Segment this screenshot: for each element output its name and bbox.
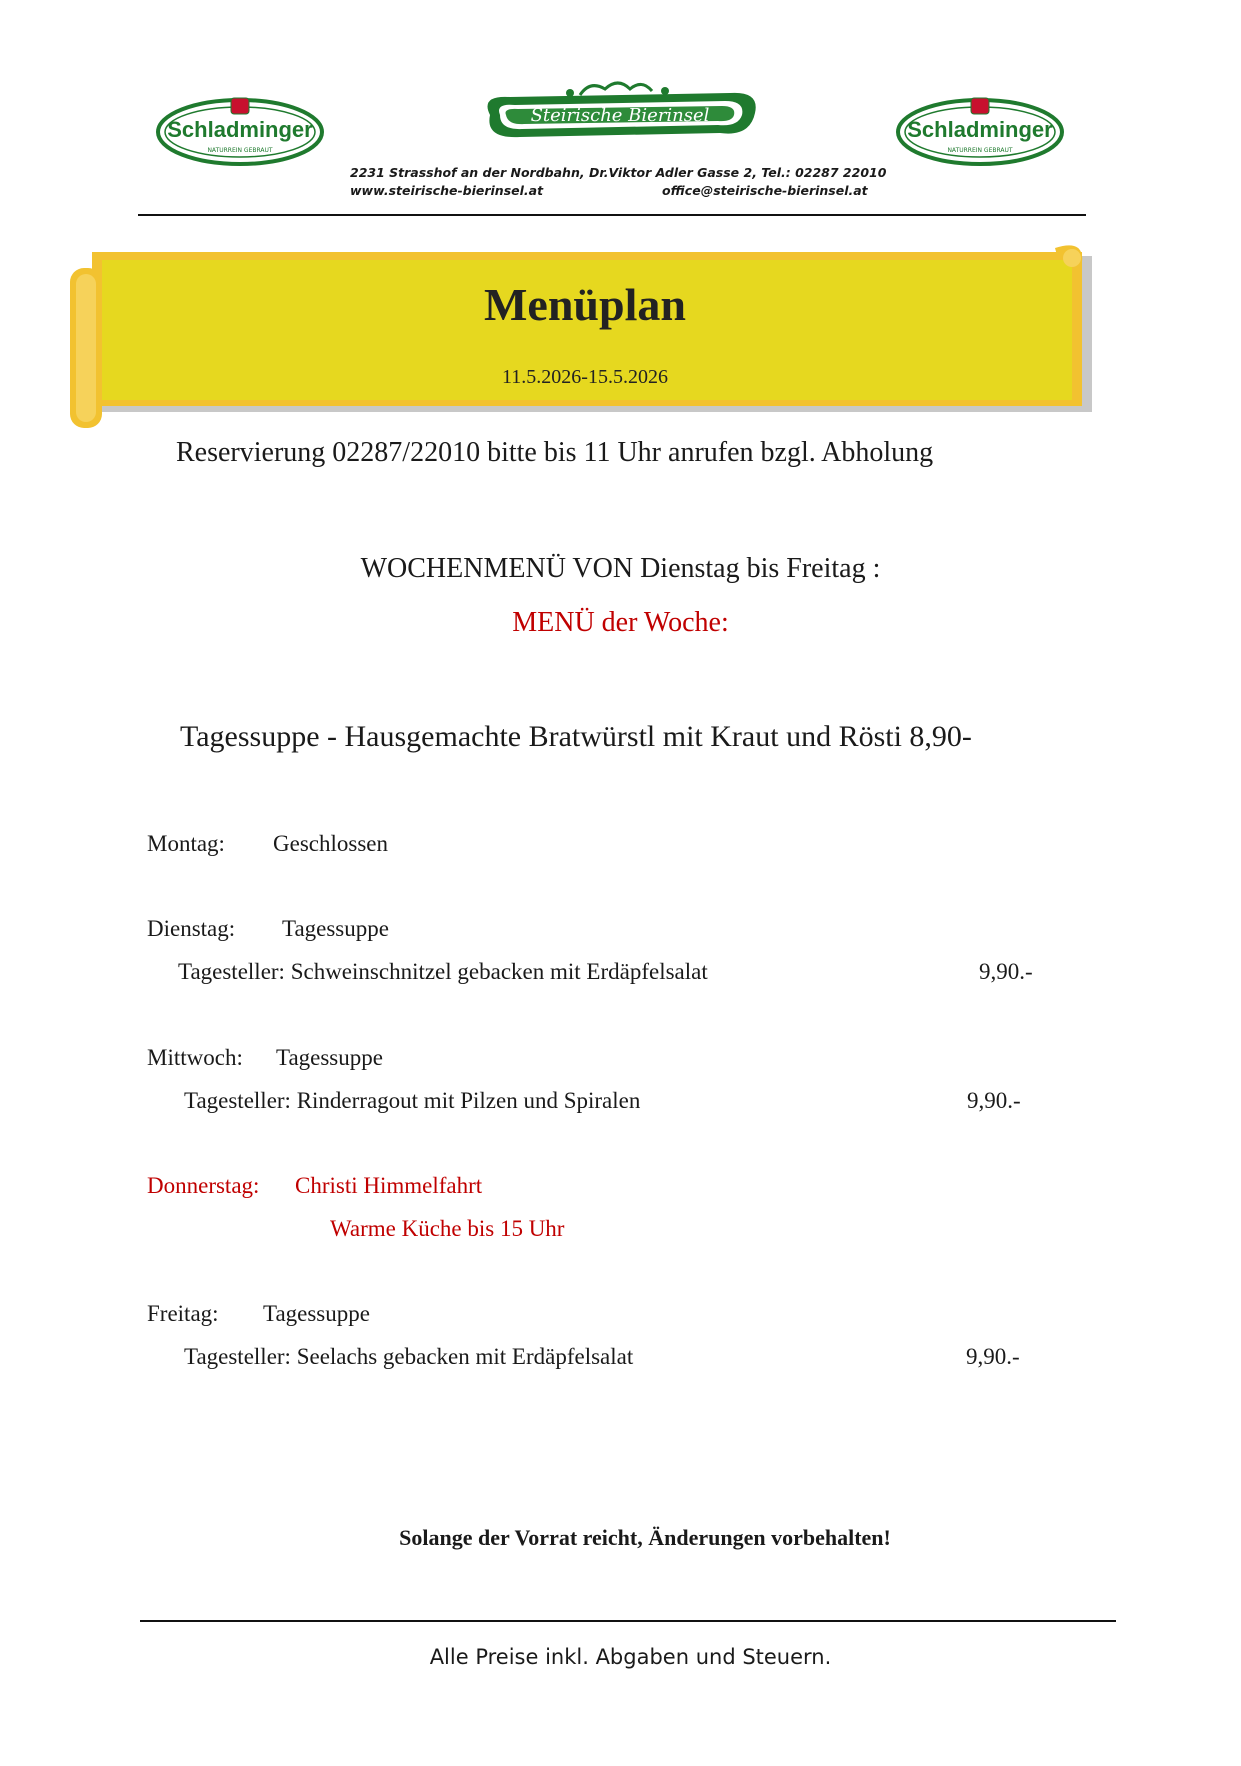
weekly-menu-item: Tagessuppe - Hausgemachte Bratwürstl mit Kraut und Rösti 8,90- (180, 720, 972, 753)
friday-label: Freitag: (147, 1301, 219, 1326)
wednesday-price: 9,90.- (967, 1088, 1021, 1113)
schladminger-logo-right (895, 92, 1065, 170)
thursday-label: Donnerstag: (147, 1173, 260, 1198)
date-range: 11.5.2026-15.5.2026 (502, 366, 668, 388)
page-title: Menüplan (484, 279, 686, 330)
weekly-menu-heading: WOCHENMENÜ VON Dienstag bis Freitag : (360, 553, 881, 584)
svg-text:NATURREIN GEBRAUT: NATURREIN GEBRAUT (947, 147, 1013, 154)
disclaimer: Solange der Vorrat reicht, Änderungen vorbehalten! (399, 1525, 891, 1550)
email-link[interactable]: office@steirische-bierinsel.at (662, 183, 868, 198)
steirische-bierinsel-logo (470, 75, 770, 155)
friday-soup: Tagessuppe (263, 1301, 370, 1326)
menu-of-week-heading: MENÜ der Woche: (512, 607, 729, 638)
reservation-line: Reservierung 02287/22010 bitte bis 11 Uhr anrufen bzgl. Abholung (176, 437, 934, 468)
footer-divider (140, 1620, 1116, 1622)
friday-price: 9,90.- (966, 1344, 1020, 1369)
thursday-holiday: Christi Himmelfahrt (295, 1173, 483, 1198)
svg-text:NATURREIN GEBRAUT: NATURREIN GEBRAUT (207, 147, 273, 154)
brand-right-text: Schladminger (907, 117, 1053, 142)
friday-dish: Tagesteller: Seelachs gebacken mit Erdäpfelsalat (184, 1344, 634, 1369)
thursday-note: Warme Küche bis 15 Uhr (330, 1216, 565, 1241)
tuesday-label: Dienstag: (147, 916, 236, 941)
brand-left-text: Schladminger (167, 117, 313, 142)
schladminger-logo-left (155, 92, 325, 170)
monday-text: Geschlossen (273, 831, 388, 856)
wednesday-soup: Tagessuppe (276, 1045, 383, 1070)
tuesday-price: 9,90.- (979, 959, 1033, 984)
address-line: 2231 Strasshof an der Nordbahn, Dr.Viktor Adler Gasse 2, Tel.: 02287 22010 (350, 165, 887, 180)
footer-text: Alle Preise inkl. Abgaben und Steuern. (429, 1645, 832, 1669)
header-divider (138, 214, 1086, 216)
tuesday-soup: Tagessuppe (282, 916, 389, 941)
tuesday-dish: Tagesteller: Schweinschnitzel gebacken mit Erdäpfelsalat (178, 959, 708, 984)
wednesday-label: Mittwoch: (147, 1045, 243, 1070)
monday-label: Montag: (147, 831, 225, 856)
wednesday-dish: Tagesteller: Rinderragout mit Pilzen und Spiralen (184, 1088, 641, 1113)
menuplan-scroll-banner (70, 240, 1100, 440)
website-link[interactable]: www.steirische-bierinsel.at (350, 183, 544, 198)
banner-name-text: Steirische Bierinsel (530, 105, 710, 126)
